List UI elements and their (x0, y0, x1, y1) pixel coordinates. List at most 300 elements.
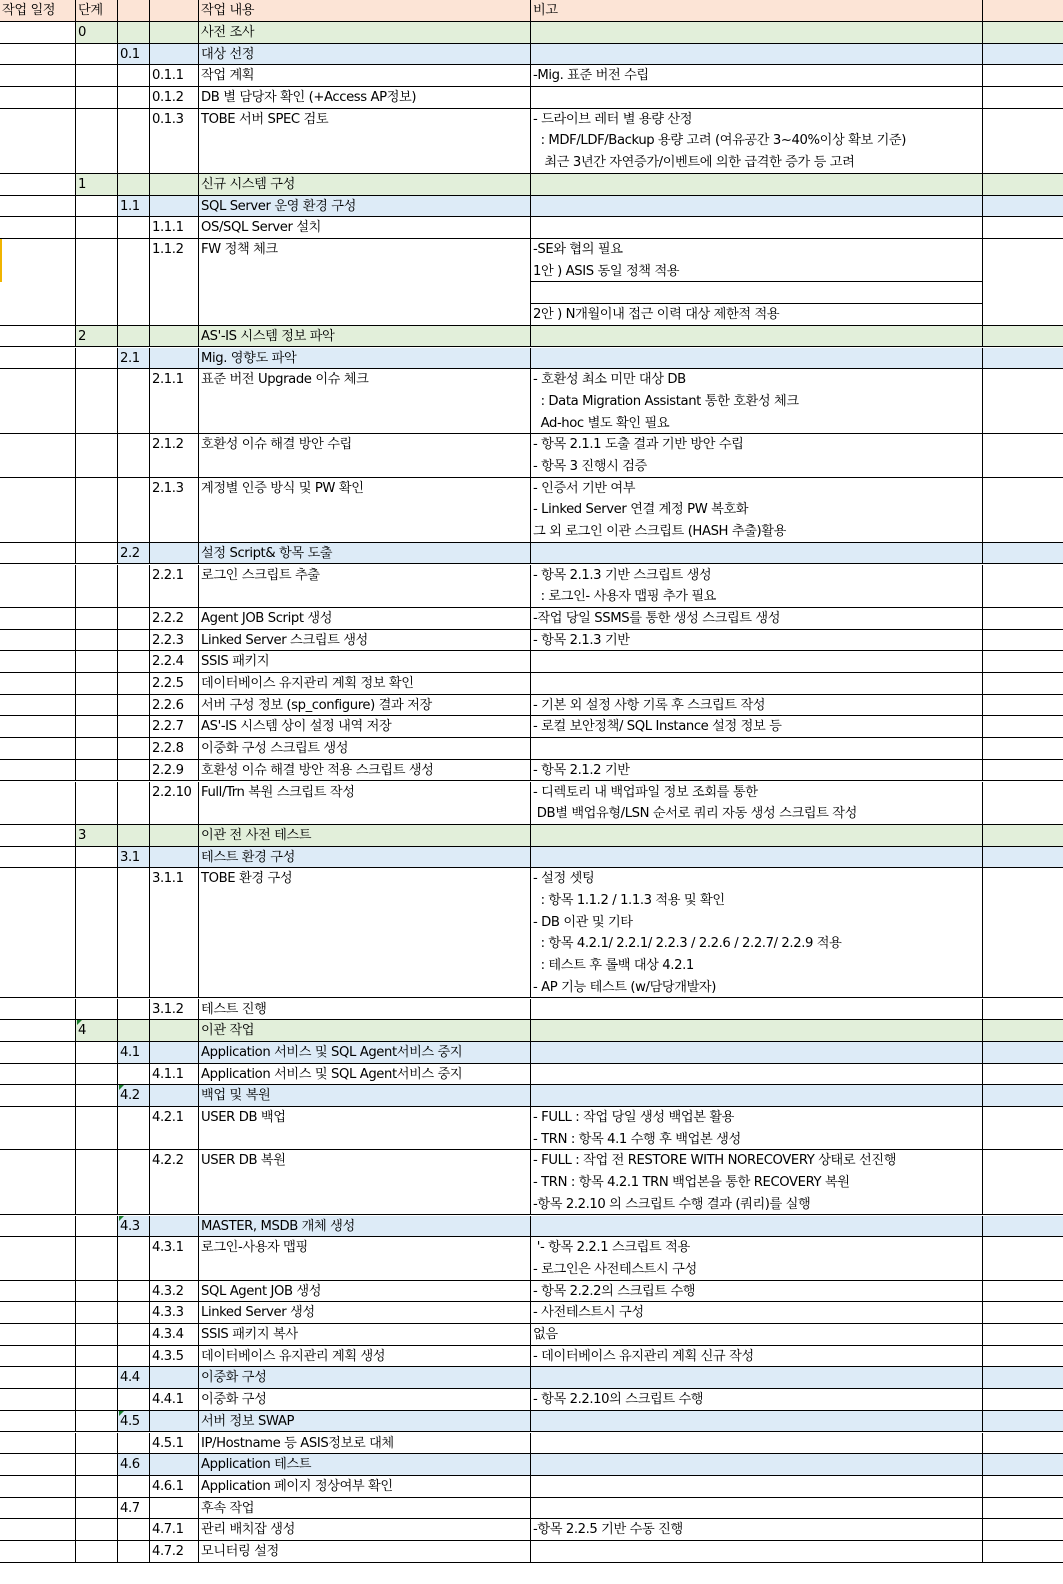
extra-cell[interactable] (983, 738, 1063, 760)
stage-level3-cell[interactable]: 4.2.2 (150, 1150, 199, 1215)
stage-level3-cell[interactable]: 4.3.5 (150, 1346, 199, 1368)
stage-level1-cell[interactable] (76, 1411, 118, 1433)
schedule-cell[interactable] (0, 1346, 76, 1368)
stage-level2-cell[interactable] (118, 716, 150, 738)
task-cell[interactable]: 호환성 이슈 해결 방안 적용 스크립트 생성 (199, 760, 531, 782)
task-cell[interactable]: 대상 선정 (199, 44, 531, 66)
stage-level2-cell[interactable] (118, 1064, 150, 1086)
stage-level3-cell[interactable] (150, 22, 199, 44)
stage-level2-cell[interactable] (118, 1107, 150, 1150)
extra-cell[interactable] (983, 847, 1063, 869)
extra-cell[interactable] (983, 217, 1063, 239)
stage-level1-cell[interactable] (76, 565, 118, 608)
note-cell[interactable] (531, 760, 983, 782)
schedule-cell[interactable] (0, 44, 76, 66)
task-cell[interactable]: 사전 조사 (199, 22, 531, 44)
schedule-cell[interactable] (0, 1064, 76, 1086)
note-cell[interactable] (531, 22, 983, 44)
note-cell[interactable] (531, 1237, 983, 1280)
task-cell[interactable]: 후속 작업 (199, 1498, 531, 1520)
stage-level1-cell[interactable] (76, 1476, 118, 1498)
stage-level2-cell[interactable] (118, 1237, 150, 1280)
stage-level2-cell[interactable] (118, 87, 150, 109)
extra-cell[interactable] (983, 868, 1063, 998)
note-cell[interactable] (531, 999, 983, 1021)
note-cell[interactable] (531, 847, 983, 869)
stage-level2-cell[interactable] (118, 695, 150, 717)
task-cell[interactable]: MASTER, MSDB 개체 생성 (199, 1216, 531, 1238)
stage-level1-cell[interactable] (76, 1519, 118, 1541)
note-cell[interactable] (531, 1433, 983, 1455)
schedule-cell[interactable] (0, 369, 76, 434)
stage-level2-cell[interactable] (118, 738, 150, 760)
stage-level2-cell[interactable]: 4.4 (118, 1367, 150, 1389)
stage-level3-cell[interactable]: 2.2.3 (150, 630, 199, 652)
note-cell[interactable] (531, 1389, 983, 1411)
task-cell[interactable]: TOBE 환경 구성 (199, 868, 531, 998)
stage-level3-cell[interactable] (150, 1498, 199, 1520)
stage-level1-cell[interactable] (76, 1324, 118, 1346)
stage-level1-cell[interactable] (76, 1541, 118, 1563)
stage-level3-cell[interactable]: 1.1.1 (150, 217, 199, 239)
note-cell[interactable] (531, 565, 983, 608)
task-cell[interactable]: Linked Server 생성 (199, 1302, 531, 1324)
note-cell[interactable] (531, 1519, 983, 1541)
stage-level2-cell[interactable] (118, 868, 150, 998)
stage-level2-cell[interactable] (118, 109, 150, 174)
task-cell[interactable]: 모니터링 설정 (199, 1541, 531, 1563)
stage-level1-cell[interactable] (76, 1216, 118, 1238)
stage-level1-cell[interactable] (76, 1498, 118, 1520)
stage-level3-cell[interactable] (150, 326, 199, 348)
schedule-cell[interactable] (0, 1411, 76, 1433)
schedule-cell[interactable] (0, 608, 76, 630)
stage-level3-cell[interactable] (150, 1367, 199, 1389)
note-cell[interactable] (531, 716, 983, 738)
stage-level1-cell[interactable] (76, 44, 118, 66)
stage-level3-cell[interactable]: 4.4.1 (150, 1389, 199, 1411)
task-cell[interactable]: 이관 전 사전 테스트 (199, 825, 531, 847)
stage-level1-cell[interactable] (76, 1454, 118, 1476)
task-cell[interactable]: IP/Hostname 등 ASIS정보로 대체 (199, 1433, 531, 1455)
stage-level1-cell[interactable]: 0 (76, 22, 118, 44)
note-cell[interactable] (531, 673, 983, 695)
stage-level2-cell[interactable] (118, 999, 150, 1021)
stage-level2-cell[interactable] (118, 1150, 150, 1215)
schedule-cell[interactable] (0, 174, 76, 196)
stage-level2-cell[interactable] (118, 1346, 150, 1368)
stage-level2-cell[interactable] (118, 326, 150, 348)
stage-level2-cell[interactable] (118, 434, 150, 477)
stage-level2-cell[interactable] (118, 239, 150, 326)
stage-level2-cell[interactable]: 4.3 (118, 1216, 150, 1238)
note-cell[interactable] (531, 1150, 983, 1215)
stage-level1-cell[interactable] (76, 543, 118, 565)
stage-level3-cell[interactable]: 4.1.1 (150, 1064, 199, 1086)
stage-level3-cell[interactable] (150, 196, 199, 218)
stage-level3-cell[interactable]: 2.1.2 (150, 434, 199, 477)
stage-level1-cell[interactable] (76, 1367, 118, 1389)
extra-cell[interactable] (983, 1064, 1063, 1086)
stage-level1-cell[interactable] (76, 651, 118, 673)
stage-level2-cell[interactable]: 3.1 (118, 847, 150, 869)
stage-level3-cell[interactable] (150, 825, 199, 847)
extra-cell[interactable] (983, 673, 1063, 695)
stage-level3-cell[interactable] (150, 1216, 199, 1238)
stage-level1-cell[interactable] (76, 716, 118, 738)
extra-cell[interactable] (983, 1042, 1063, 1064)
schedule-cell[interactable] (0, 999, 76, 1021)
task-cell[interactable]: OS/SQL Server 설치 (199, 217, 531, 239)
stage-level3-cell[interactable]: 4.3.3 (150, 1302, 199, 1324)
note-cell[interactable] (531, 1476, 983, 1498)
task-cell[interactable]: Full/Trn 복원 스크립트 작성 (199, 782, 531, 825)
note-cell[interactable] (531, 348, 983, 370)
schedule-cell[interactable] (0, 760, 76, 782)
extra-cell[interactable] (983, 87, 1063, 109)
extra-cell[interactable] (983, 1411, 1063, 1433)
schedule-cell[interactable] (0, 1519, 76, 1541)
extra-cell[interactable] (983, 1150, 1063, 1215)
stage-level3-cell[interactable] (150, 348, 199, 370)
note-cell[interactable] (531, 543, 983, 565)
schedule-cell[interactable] (0, 1020, 76, 1042)
task-cell[interactable]: FW 정책 체크 (199, 239, 531, 326)
extra-cell[interactable] (983, 196, 1063, 218)
stage-level3-cell[interactable]: 2.2.6 (150, 695, 199, 717)
stage-level2-cell[interactable] (118, 1020, 150, 1042)
stage-level1-cell[interactable] (76, 673, 118, 695)
task-cell[interactable]: 이중화 구성 (199, 1389, 531, 1411)
stage-level2-cell[interactable] (118, 1389, 150, 1411)
note-cell[interactable] (531, 369, 983, 434)
schedule-cell[interactable] (0, 1042, 76, 1064)
schedule-cell[interactable] (0, 65, 76, 87)
schedule-cell[interactable] (0, 738, 76, 760)
task-cell[interactable]: Agent JOB Script 생성 (199, 608, 531, 630)
schedule-cell[interactable] (0, 348, 76, 370)
stage-level3-cell[interactable] (150, 1085, 199, 1107)
task-cell[interactable]: 호환성 이슈 해결 방안 수립 (199, 434, 531, 477)
schedule-cell[interactable] (0, 217, 76, 239)
task-cell[interactable]: USER DB 백업 (199, 1107, 531, 1150)
stage-level1-cell[interactable] (76, 217, 118, 239)
stage-level2-cell[interactable] (118, 22, 150, 44)
schedule-cell[interactable] (0, 847, 76, 869)
task-cell[interactable]: TOBE 서버 SPEC 검토 (199, 109, 531, 174)
stage-level3-cell[interactable] (150, 847, 199, 869)
note-cell[interactable] (531, 1411, 983, 1433)
extra-cell[interactable] (983, 1476, 1063, 1498)
stage-level3-cell[interactable]: 4.3.2 (150, 1281, 199, 1303)
extra-cell[interactable] (983, 348, 1063, 370)
task-cell[interactable]: 작업 계획 (199, 65, 531, 87)
header-note[interactable]: 비고 (531, 0, 983, 22)
note-cell[interactable] (531, 434, 983, 477)
stage-level1-cell[interactable] (76, 847, 118, 869)
schedule-cell[interactable] (0, 87, 76, 109)
extra-cell[interactable] (983, 478, 1063, 543)
extra-cell[interactable] (983, 1237, 1063, 1280)
stage-level1-cell[interactable]: 3 (76, 825, 118, 847)
stage-level1-cell[interactable]: 4 (76, 1020, 118, 1042)
stage-level3-cell[interactable]: 4.7.2 (150, 1541, 199, 1563)
schedule-cell[interactable] (0, 1454, 76, 1476)
stage-level2-cell[interactable]: 4.5 (118, 1411, 150, 1433)
note-cell[interactable] (531, 630, 983, 652)
stage-level2-cell[interactable] (118, 65, 150, 87)
note-cell[interactable] (531, 44, 983, 66)
note-cell[interactable] (531, 1367, 983, 1389)
task-cell[interactable]: 테스트 진행 (199, 999, 531, 1021)
extra-cell[interactable] (983, 999, 1063, 1021)
note-cell[interactable] (531, 1064, 983, 1086)
stage-level2-cell[interactable] (118, 565, 150, 608)
stage-level3-cell[interactable]: 2.2.2 (150, 608, 199, 630)
note-cell[interactable] (531, 1085, 983, 1107)
stage-level2-cell[interactable] (118, 1476, 150, 1498)
extra-cell[interactable] (983, 1541, 1063, 1563)
stage-level1-cell[interactable] (76, 1107, 118, 1150)
note-cell[interactable] (531, 1302, 983, 1324)
schedule-cell[interactable] (0, 1085, 76, 1107)
stage-level1-cell[interactable] (76, 1042, 118, 1064)
schedule-cell[interactable] (0, 825, 76, 847)
stage-level1-cell[interactable] (76, 348, 118, 370)
schedule-cell[interactable] (0, 1237, 76, 1280)
extra-cell[interactable] (983, 543, 1063, 565)
task-cell[interactable]: 계정별 인증 방식 및 PW 확인 (199, 478, 531, 543)
stage-level3-cell[interactable]: 0.1.2 (150, 87, 199, 109)
stage-level1-cell[interactable] (76, 999, 118, 1021)
schedule-cell[interactable] (0, 543, 76, 565)
schedule-cell[interactable] (0, 673, 76, 695)
note-cell[interactable] (531, 1346, 983, 1368)
stage-level2-cell[interactable] (118, 369, 150, 434)
note-cell[interactable] (531, 326, 983, 348)
note-cell[interactable] (531, 1324, 983, 1346)
stage-level2-cell[interactable] (118, 217, 150, 239)
task-cell[interactable]: 서버 구성 정보 (sp_configure) 결과 저장 (199, 695, 531, 717)
task-cell[interactable]: 관리 배치잡 생성 (199, 1519, 531, 1541)
stage-level3-cell[interactable]: 4.5.1 (150, 1433, 199, 1455)
extra-cell[interactable] (983, 760, 1063, 782)
stage-level1-cell[interactable] (76, 1237, 118, 1280)
task-cell[interactable]: 이중화 구성 (199, 1367, 531, 1389)
schedule-cell[interactable] (0, 1281, 76, 1303)
stage-level1-cell[interactable] (76, 760, 118, 782)
stage-level3-cell[interactable]: 4.3.4 (150, 1324, 199, 1346)
schedule-cell[interactable] (0, 1367, 76, 1389)
stage-level3-cell[interactable] (150, 543, 199, 565)
stage-level1-cell[interactable]: 1 (76, 174, 118, 196)
extra-cell[interactable] (983, 825, 1063, 847)
header-level3[interactable] (150, 0, 199, 22)
schedule-cell[interactable] (0, 1324, 76, 1346)
stage-level3-cell[interactable]: 3.1.1 (150, 868, 199, 998)
task-cell[interactable]: Mig. 영향도 파악 (199, 348, 531, 370)
task-cell[interactable]: Linked Server 스크립트 생성 (199, 630, 531, 652)
stage-level2-cell[interactable] (118, 760, 150, 782)
note-cell[interactable] (531, 782, 983, 825)
stage-level1-cell[interactable] (76, 630, 118, 652)
extra-cell[interactable] (983, 651, 1063, 673)
stage-level3-cell[interactable]: 2.2.9 (150, 760, 199, 782)
header-extra[interactable] (983, 0, 1063, 22)
stage-level2-cell[interactable] (118, 630, 150, 652)
task-cell[interactable]: SSIS 패키지 (199, 651, 531, 673)
task-cell[interactable]: 표준 버전 Upgrade 이슈 체크 (199, 369, 531, 434)
extra-cell[interactable] (983, 1085, 1063, 1107)
stage-level2-cell[interactable]: 4.6 (118, 1454, 150, 1476)
task-cell[interactable]: AS'-IS 시스템 정보 파악 (199, 326, 531, 348)
stage-level1-cell[interactable] (76, 738, 118, 760)
stage-level1-cell[interactable] (76, 434, 118, 477)
stage-level2-cell[interactable]: 1.1 (118, 196, 150, 218)
stage-level1-cell[interactable]: 2 (76, 326, 118, 348)
stage-level2-cell[interactable] (118, 1302, 150, 1324)
stage-level1-cell[interactable] (76, 109, 118, 174)
note-cell[interactable] (531, 1498, 983, 1520)
stage-level3-cell[interactable]: 2.2.10 (150, 782, 199, 825)
stage-level3-cell[interactable]: 4.7.1 (150, 1519, 199, 1541)
extra-cell[interactable] (983, 1302, 1063, 1324)
note-cell[interactable] (531, 65, 983, 87)
note-cell[interactable] (531, 1281, 983, 1303)
extra-cell[interactable] (983, 1281, 1063, 1303)
schedule-cell[interactable] (0, 868, 76, 998)
stage-level3-cell[interactable]: 2.2.8 (150, 738, 199, 760)
stage-level2-cell[interactable] (118, 1433, 150, 1455)
stage-level3-cell[interactable]: 2.1.1 (150, 369, 199, 434)
extra-cell[interactable] (983, 1498, 1063, 1520)
schedule-cell[interactable] (0, 196, 76, 218)
note-cell[interactable] (531, 651, 983, 673)
schedule-cell[interactable] (0, 565, 76, 608)
header-schedule[interactable]: 작업 일정 (0, 0, 76, 22)
stage-level2-cell[interactable]: 4.7 (118, 1498, 150, 1520)
stage-level2-cell[interactable]: 4.2 (118, 1085, 150, 1107)
note-cell[interactable] (531, 825, 983, 847)
stage-level1-cell[interactable] (76, 87, 118, 109)
task-cell[interactable]: Application 페이지 정상여부 확인 (199, 1476, 531, 1498)
stage-level1-cell[interactable] (76, 1389, 118, 1411)
extra-cell[interactable] (983, 22, 1063, 44)
schedule-cell[interactable] (0, 478, 76, 543)
stage-level2-cell[interactable]: 2.1 (118, 348, 150, 370)
stage-level2-cell[interactable] (118, 1519, 150, 1541)
extra-cell[interactable] (983, 608, 1063, 630)
note-cell[interactable] (531, 217, 983, 239)
note-cell[interactable] (531, 1107, 983, 1150)
stage-level2-cell[interactable] (118, 1281, 150, 1303)
note-cell[interactable] (531, 196, 983, 218)
note-cell[interactable] (531, 239, 983, 326)
stage-level1-cell[interactable] (76, 782, 118, 825)
task-cell[interactable]: 로그인 스크립트 추출 (199, 565, 531, 608)
schedule-cell[interactable] (0, 109, 76, 174)
task-cell[interactable]: SQL Server 운영 환경 구성 (199, 196, 531, 218)
stage-level1-cell[interactable] (76, 1433, 118, 1455)
extra-cell[interactable] (983, 1454, 1063, 1476)
schedule-cell[interactable] (0, 326, 76, 348)
extra-cell[interactable] (983, 174, 1063, 196)
note-cell[interactable] (531, 174, 983, 196)
task-cell[interactable]: 데이터베이스 유지관리 계획 정보 확인 (199, 673, 531, 695)
schedule-cell[interactable] (0, 1498, 76, 1520)
stage-level3-cell[interactable]: 2.2.5 (150, 673, 199, 695)
stage-level2-cell[interactable] (118, 1324, 150, 1346)
stage-level3-cell[interactable]: 2.2.4 (150, 651, 199, 673)
task-cell[interactable]: 데이터베이스 유지관리 계획 생성 (199, 1346, 531, 1368)
stage-level3-cell[interactable]: 2.2.1 (150, 565, 199, 608)
task-cell[interactable]: 이중화 구성 스크립트 생성 (199, 738, 531, 760)
task-cell[interactable]: SQL Agent JOB 생성 (199, 1281, 531, 1303)
extra-cell[interactable] (983, 326, 1063, 348)
note-cell[interactable] (531, 109, 983, 174)
extra-cell[interactable] (983, 782, 1063, 825)
schedule-cell[interactable] (0, 239, 76, 326)
stage-level3-cell[interactable]: 4.3.1 (150, 1237, 199, 1280)
extra-cell[interactable] (983, 1389, 1063, 1411)
stage-level1-cell[interactable] (76, 1064, 118, 1086)
note-cell[interactable] (531, 478, 983, 543)
note-cell[interactable] (531, 1454, 983, 1476)
note-cell[interactable] (531, 87, 983, 109)
schedule-cell[interactable] (0, 1107, 76, 1150)
stage-level1-cell[interactable] (76, 1281, 118, 1303)
schedule-cell[interactable] (0, 1541, 76, 1563)
extra-cell[interactable] (983, 434, 1063, 477)
stage-level2-cell[interactable]: 2.2 (118, 543, 150, 565)
note-cell[interactable] (531, 1216, 983, 1238)
schedule-cell[interactable] (0, 1476, 76, 1498)
stage-level3-cell[interactable] (150, 44, 199, 66)
extra-cell[interactable] (983, 695, 1063, 717)
stage-level3-cell[interactable] (150, 174, 199, 196)
extra-cell[interactable] (983, 1020, 1063, 1042)
task-cell[interactable]: Application 서비스 및 SQL Agent서비스 중지 (199, 1064, 531, 1086)
schedule-cell[interactable] (0, 695, 76, 717)
note-cell[interactable] (531, 868, 983, 998)
task-cell[interactable]: 테스트 환경 구성 (199, 847, 531, 869)
stage-level3-cell[interactable]: 4.2.1 (150, 1107, 199, 1150)
extra-cell[interactable] (983, 239, 1063, 326)
schedule-cell[interactable] (0, 22, 76, 44)
extra-cell[interactable] (983, 1324, 1063, 1346)
stage-level1-cell[interactable] (76, 695, 118, 717)
extra-cell[interactable] (983, 1346, 1063, 1368)
header-task[interactable]: 작업 내용 (199, 0, 531, 22)
extra-cell[interactable] (983, 44, 1063, 66)
stage-level2-cell[interactable] (118, 825, 150, 847)
task-cell[interactable]: DB 별 담당자 확인 (+Access AP정보) (199, 87, 531, 109)
stage-level1-cell[interactable] (76, 196, 118, 218)
note-cell[interactable] (531, 1541, 983, 1563)
extra-cell[interactable] (983, 1367, 1063, 1389)
task-cell[interactable]: Application 테스트 (199, 1454, 531, 1476)
extra-cell[interactable] (983, 630, 1063, 652)
stage-level3-cell[interactable] (150, 1411, 199, 1433)
task-cell[interactable]: 로그인-사용자 맵핑 (199, 1237, 531, 1280)
stage-level2-cell[interactable] (118, 478, 150, 543)
stage-level1-cell[interactable] (76, 1302, 118, 1324)
task-cell[interactable]: 이관 작업 (199, 1020, 531, 1042)
stage-level2-cell[interactable] (118, 174, 150, 196)
stage-level1-cell[interactable] (76, 1346, 118, 1368)
header-stage[interactable]: 단계 (76, 0, 118, 22)
task-cell[interactable]: Application 서비스 및 SQL Agent서비스 중지 (199, 1042, 531, 1064)
